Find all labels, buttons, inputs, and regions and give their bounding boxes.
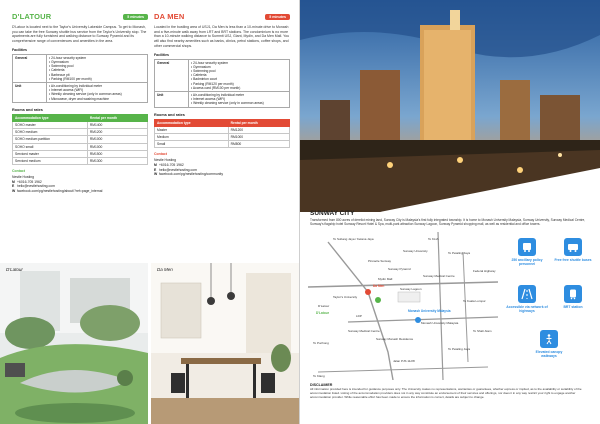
damen-description: Located in the bustling area of USJ1, Da Men is less than a 10-minute drive to Monash and a five-minute walk away from LRT and BRT stations. The condominium is no more than a 10-minute walking distance to Summit USJ, Giant, Mydin, and Da Men Mall. You will also find nearby amenities such as banks, clinics, petrol stations, coffee shops, and other commercial shops.: [154, 25, 290, 48]
list-item: • Air-conditioning by individual meter: [49, 84, 145, 88]
damen-rooms-heading: Rooms and rates: [154, 112, 185, 117]
table-row: [13, 158, 148, 165]
list-item: • Barbecue pit: [49, 73, 145, 77]
table-row: [13, 54, 148, 82]
list-item: • Cafeteria: [49, 68, 145, 72]
rate-type: SOHO small: [13, 143, 88, 150]
map-label: Sunway Medical Centre: [348, 329, 380, 333]
feature-policy-personnel: [506, 238, 548, 266]
map-label: Taylor's University: [333, 295, 358, 299]
map-label: To Shah Alam: [473, 329, 492, 333]
map-label: D'Latour: [318, 304, 330, 308]
table-header: [13, 114, 148, 121]
rate-price: RM1200: [228, 126, 289, 133]
dlatour-contact-heading: Contact: [12, 169, 26, 174]
damen-distance-badge: 5 minutes: [265, 14, 290, 20]
dlatour-photo: [0, 263, 148, 424]
map-label: To Subang Jaya / Kelana Jaya: [333, 237, 374, 241]
shuttle-icon: [564, 238, 582, 256]
dlatour-title: D'LATOUR: [12, 12, 52, 21]
facility-key: Unit: [13, 83, 47, 103]
map-label: To Petaling Jaya: [448, 347, 471, 351]
road-icon: [518, 285, 536, 303]
facility-key: General: [155, 59, 189, 91]
feature-walkways: [528, 330, 570, 358]
feature-label: 250 ancillary policy personnel: [511, 258, 543, 266]
column-header: Rental per month: [228, 119, 289, 126]
rate-type: Serviced medium: [13, 158, 88, 165]
facility-items: [47, 83, 148, 103]
feature-label: BRT station: [563, 305, 583, 309]
map-label: Sunway Medical Centre: [423, 274, 455, 278]
contact-website[interactable]: facebook.com/pg/nestlehosting/community: [158, 172, 224, 177]
column-header: Rental per month: [87, 114, 147, 121]
rate-price: RM1200: [87, 129, 147, 136]
list-item: • Internet access (WiFi): [49, 88, 145, 92]
feature-highways: [506, 285, 548, 313]
damen-facilities-heading: Facilities: [154, 52, 169, 57]
damen-contact-heading: Contact: [154, 152, 168, 157]
feature-label: Free free shuttle buses: [554, 258, 592, 262]
dlatour-photo-label: D'Latour: [6, 267, 23, 272]
legend-monash: Monash University Malaysia: [408, 309, 451, 313]
rate-price: RM1000: [87, 136, 147, 143]
contact-phone[interactable]: +6016-705 1962: [16, 179, 42, 184]
list-item: • Gymnasium: [49, 60, 145, 64]
dlatour-column: [12, 12, 148, 194]
damen-interior-image: [151, 263, 299, 424]
rate-price: RM1400: [87, 122, 147, 129]
walkway-icon: [540, 330, 558, 348]
map-label: Pinnacle Sunway: [368, 259, 392, 263]
dlatour-distance-badge: 5 minutes: [123, 14, 148, 20]
facility-key: General: [13, 54, 47, 82]
legend-damen: Da Men: [373, 284, 385, 288]
table-row: [155, 133, 290, 140]
damen-rates-table: [154, 119, 290, 149]
contact-name: Nestle Hosting: [154, 158, 177, 163]
table-row: [13, 122, 148, 129]
rate-price: RM800: [228, 141, 289, 148]
facility-items: [189, 59, 290, 91]
sunway-city-map: [308, 232, 498, 380]
list-item: • Parking (RM120 per month): [191, 82, 287, 86]
map-label: LDP: [356, 314, 362, 318]
contact-email[interactable]: hello@nestlehosting.com: [158, 167, 197, 172]
map-label: Sunway University: [403, 249, 428, 253]
contact-website[interactable]: facebook.com/pg/nestlehosting/about/?ref=page_internal: [16, 189, 103, 194]
rate-type: SOHO medium partition: [13, 136, 88, 143]
list-item: • 24-hour security system: [191, 61, 287, 65]
rate-type: SOHO medium: [13, 129, 88, 136]
damen-photo: [151, 263, 299, 424]
table-row: [13, 83, 148, 103]
rate-type: Master: [155, 126, 229, 133]
list-item: • Gymnasium: [191, 65, 287, 69]
sunway-city-description: Transformed from 800 acres of derelict mining land, Sunway City is Malaysia's first fully integrated township. It is home to Monash University Malaysia, Sunway University, Sunway Medical Centre, Sunway's flagship hotel Sunway Resort Hotel & Spa, multi-park attraction Sunway Lagoon, Sunway Pyramid shopping mall, as well as residential and office towers.: [310, 218, 586, 227]
list-item: • Internet access (WiFi): [191, 97, 287, 101]
feature-label: Accessible via network of highways: [506, 305, 548, 313]
damen-title: DA MEN: [154, 12, 185, 21]
map-label: Sunway Pyramid: [388, 267, 411, 271]
list-item: • Microwave, dryer and washing machine: [49, 97, 145, 101]
table-row: [13, 136, 148, 143]
facility-items: [47, 54, 148, 82]
right-page: [300, 0, 600, 424]
map-label: To Kuala Lumpur: [463, 299, 486, 303]
dlatour-description: D'Latour is located next to the Taylor's University Lakeside Campus. To get to Monash, you can take the free Sunway shuttle bus service from the Taylor's University stop. The apartments are fully furnished and walking distance to Sunway Pyramid and its comprehensive range of conveniences and amenities in the area.: [12, 25, 147, 44]
dlatour-rooms-heading: Rooms and rates: [12, 107, 43, 112]
map-label: To KLIA: [428, 237, 439, 241]
list-item: • Air-conditioning by individual meter: [191, 93, 287, 97]
dlatour-facilities-heading: Facilities: [12, 47, 27, 52]
table-header: [155, 119, 290, 126]
feature-label: Elevated canopy walkways: [535, 350, 563, 358]
map-label: Federal Highway: [473, 269, 496, 273]
table-row: [13, 129, 148, 136]
disclaimer: [310, 383, 594, 400]
rate-type: Medium: [155, 133, 229, 140]
table-row: [155, 59, 290, 91]
rate-price: RM1000: [87, 143, 147, 150]
column-header: Accommodation type: [155, 119, 229, 126]
map-label: To Petaling Jaya: [448, 251, 471, 255]
map-label: To Klang: [313, 374, 325, 378]
table-row: [155, 91, 290, 107]
table-row: [13, 150, 148, 157]
rate-type: SOHO master: [13, 122, 88, 129]
list-item: • Weekly cleaning service (only in common areas): [49, 92, 145, 96]
rate-price: RM1300: [87, 158, 147, 165]
rate-type: Small: [155, 141, 229, 148]
rate-price: RM1000: [228, 133, 289, 140]
disclaimer-heading: DISCLAIMER: [310, 383, 333, 387]
list-item: • 24-hour security system: [49, 56, 145, 60]
damen-facilities-table: [154, 59, 290, 108]
dlatour-garden-image: [0, 263, 148, 424]
list-item: • Cafeteria: [191, 73, 287, 77]
map-label: Mydin Mall: [378, 277, 393, 281]
list-item: • Parking (RM100 per month): [49, 77, 145, 81]
facility-items: [189, 91, 290, 107]
table-row: [155, 126, 290, 133]
dlatour-facilities-table: [12, 54, 148, 103]
dlatour-contact: Nestle Hosting M +6016-705 1962 E hello@nestlehosting.com W facebook.com/pg/nestlehosting/about/?ref=page_internal: [12, 175, 148, 193]
map-label: To Puchong: [313, 341, 329, 345]
damen-map-marker: [365, 289, 371, 295]
rate-type: Serviced master: [13, 150, 88, 157]
bus-icon: [518, 238, 536, 256]
damen-contact: Nestle Hosting M +6016-705 1962 E hello@nestlehosting.com W facebook.com/pg/nestlehosting/community: [154, 158, 290, 176]
feature-shuttle-buses: [552, 238, 594, 262]
list-item: • Weekly cleaning service (only in common areas): [191, 101, 287, 105]
map-label: Jalan PJS 11/28: [393, 359, 415, 363]
transit-icon: [564, 285, 582, 303]
list-item: • Swimming pool: [49, 64, 145, 68]
dlatour-map-marker: [375, 297, 381, 303]
list-item: • Badminton court: [191, 77, 287, 81]
feature-brt: [552, 285, 594, 309]
map-label: Sunway Monash Residence: [376, 337, 414, 341]
contact-name: Nestle Hosting: [12, 175, 35, 180]
legend-dlatour: D'Latour: [316, 311, 329, 315]
table-row: [13, 143, 148, 150]
column-header: Accommodation type: [13, 114, 88, 121]
contact-phone[interactable]: +6016-705 1962: [158, 162, 184, 167]
table-row: [155, 141, 290, 148]
map-label: Monash University Malaysia: [421, 321, 459, 325]
map-label: Sunway Lagoon: [400, 287, 422, 291]
facility-key: Unit: [155, 91, 189, 107]
list-item: • Swimming pool: [191, 69, 287, 73]
sunway-city-title: SUNWAY CITY: [310, 210, 355, 217]
list-item: • Access card (RM100 per month): [191, 86, 287, 90]
rate-price: RM1500: [87, 150, 147, 157]
dlatour-rates-table: [12, 114, 148, 165]
damen-column: [154, 12, 290, 177]
contact-email[interactable]: hello@nestlehosting.com: [16, 184, 55, 189]
damen-photo-label: Da Men: [157, 267, 173, 272]
disclaimer-text: All information provided here is intended for guidance purposes only. The University makes no representations, warranties or guarantees, whether express or implied, as to the availability or suitability of the accommodation listed. Listing of the accommodation providers does not in any way constitute an endorsement of their services and offerings, nor does it in any way restrict your right to engage another accommodation provider. While reasonable effort has been made to ensure the information is correct, details are subject to change.: [310, 387, 582, 399]
